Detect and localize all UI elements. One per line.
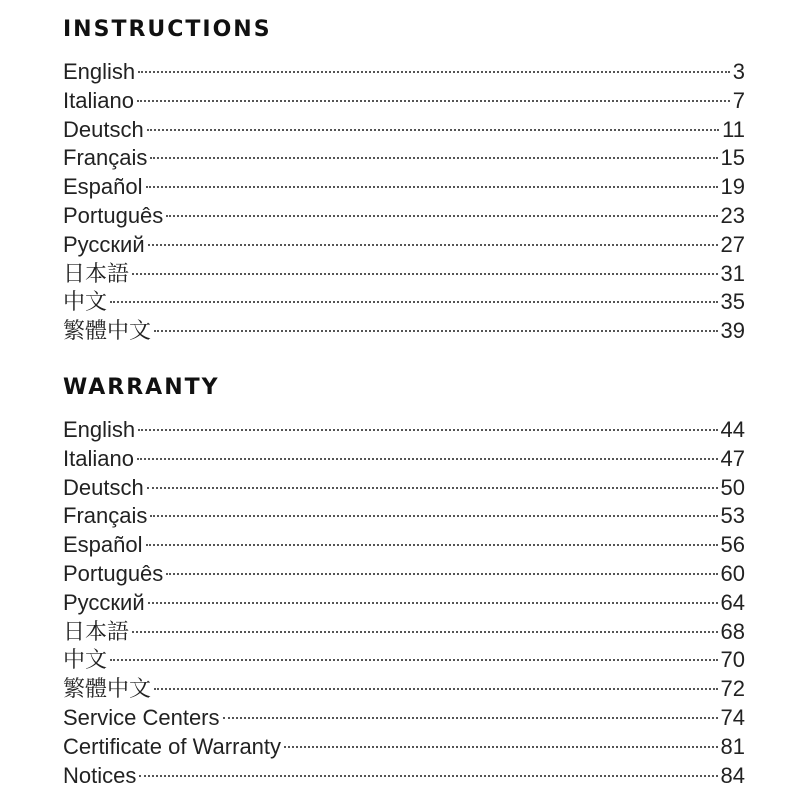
instructions-heading: INSTRUCTIONS (63, 17, 272, 42)
dot-leader (132, 631, 718, 633)
toc-entry-page: 68 (720, 618, 745, 644)
toc-entry-label: Español (63, 532, 143, 558)
toc-entry[interactable] (63, 288, 745, 317)
toc-entry-label: English (63, 59, 136, 84)
toc-entry-page: 60 (720, 560, 745, 586)
toc-entry-label: Português (63, 560, 164, 586)
toc-entry-page: 31 (720, 260, 745, 286)
toc-entry[interactable] (63, 762, 745, 791)
toc-entry-label: Certificate of Warranty (63, 733, 282, 759)
toc-entry-label: Русский (63, 589, 145, 615)
toc-entry[interactable] (63, 531, 745, 560)
toc-entry[interactable] (63, 416, 745, 445)
dot-leader (132, 273, 718, 275)
toc-entry-label: Français (63, 145, 148, 171)
toc-entry-page: 74 (720, 704, 745, 730)
toc-entry-label: Italiano (63, 445, 134, 471)
dot-leader (284, 746, 717, 748)
dot-leader (154, 688, 718, 690)
toc-entry-label: English (63, 416, 136, 442)
toc-entry[interactable] (63, 231, 745, 260)
toc-entry-page: 23 (720, 202, 745, 228)
toc-entry-page: 72 (720, 676, 745, 702)
toc-entry-page: 27 (720, 231, 745, 257)
toc-entry[interactable] (63, 733, 745, 762)
toc-entry-page: 56 (720, 532, 745, 558)
dot-leader (137, 458, 718, 460)
dot-leader (148, 602, 718, 604)
toc-entry[interactable] (63, 173, 745, 202)
toc-entry[interactable] (63, 445, 745, 474)
toc-entry[interactable] (63, 474, 745, 503)
table-of-contents (63, 14, 745, 790)
toc-entry[interactable] (63, 618, 745, 647)
toc-entry-label: 繁體中文 (63, 318, 152, 344)
instructions-list (63, 58, 745, 346)
dot-leader (166, 573, 717, 575)
dot-leader (154, 330, 718, 332)
toc-entry[interactable] (63, 646, 745, 675)
toc-entry[interactable] (63, 58, 745, 87)
warranty-list (63, 416, 745, 790)
dot-leader (146, 186, 718, 188)
toc-entry-label: Italiano (63, 87, 134, 113)
toc-entry-label: Service Centers (63, 704, 220, 730)
toc-entry-label: Português (63, 202, 164, 228)
dot-leader (150, 515, 717, 517)
dot-leader (223, 717, 718, 719)
toc-entry[interactable] (63, 116, 745, 145)
toc-entry-label: Deutsch (63, 474, 144, 500)
dot-leader (147, 129, 719, 131)
dot-leader (146, 544, 718, 546)
dot-leader (138, 71, 730, 73)
dot-leader (166, 215, 717, 217)
toc-entry-page: 7 (732, 87, 745, 113)
toc-entry[interactable] (63, 260, 745, 289)
toc-entry-label: 日本語 (63, 618, 130, 644)
dot-leader (137, 100, 730, 102)
toc-entry-page: 19 (720, 174, 745, 200)
toc-entry-page: 11 (722, 116, 745, 142)
toc-entry-label: 日本語 (63, 260, 130, 286)
dot-leader (147, 487, 718, 489)
dot-leader (110, 301, 718, 303)
toc-entry[interactable] (63, 144, 745, 173)
toc-entry-page: 50 (720, 474, 745, 500)
toc-entry-label: Deutsch (63, 116, 144, 142)
toc-entry-label: 中文 (63, 289, 108, 315)
toc-entry-page: 64 (720, 589, 745, 615)
toc-entry[interactable] (63, 560, 745, 589)
toc-entry-page: 3 (732, 59, 745, 84)
toc-entry[interactable] (63, 589, 745, 618)
toc-entry-page: 47 (720, 445, 745, 471)
toc-entry-page: 70 (720, 647, 745, 673)
toc-entry[interactable] (63, 87, 745, 116)
toc-entry[interactable] (63, 202, 745, 231)
toc-entry[interactable] (63, 317, 745, 346)
dot-leader (150, 157, 717, 159)
toc-entry-label: Français (63, 503, 148, 529)
dot-leader (148, 244, 718, 246)
toc-entry-label: Русский (63, 231, 145, 257)
toc-entry-label: 繁體中文 (63, 676, 152, 702)
toc-entry-page: 81 (720, 733, 745, 759)
toc-entry-label: Notices (63, 762, 137, 788)
toc-entry[interactable] (63, 502, 745, 531)
dot-leader (139, 775, 717, 777)
toc-entry-label: 中文 (63, 647, 108, 673)
toc-entry-page: 44 (720, 416, 745, 442)
toc-entry-page: 15 (720, 145, 745, 171)
dot-leader (110, 659, 718, 661)
toc-entry-label: Español (63, 174, 143, 200)
toc-entry-page: 35 (720, 289, 745, 315)
dot-leader (138, 429, 717, 431)
toc-entry[interactable] (63, 704, 745, 733)
toc-entry[interactable] (63, 675, 745, 704)
toc-entry-page: 84 (720, 762, 745, 788)
toc-entry-page: 53 (720, 503, 745, 529)
warranty-heading: WARRANTY (63, 374, 220, 400)
toc-entry-page: 39 (720, 318, 745, 344)
